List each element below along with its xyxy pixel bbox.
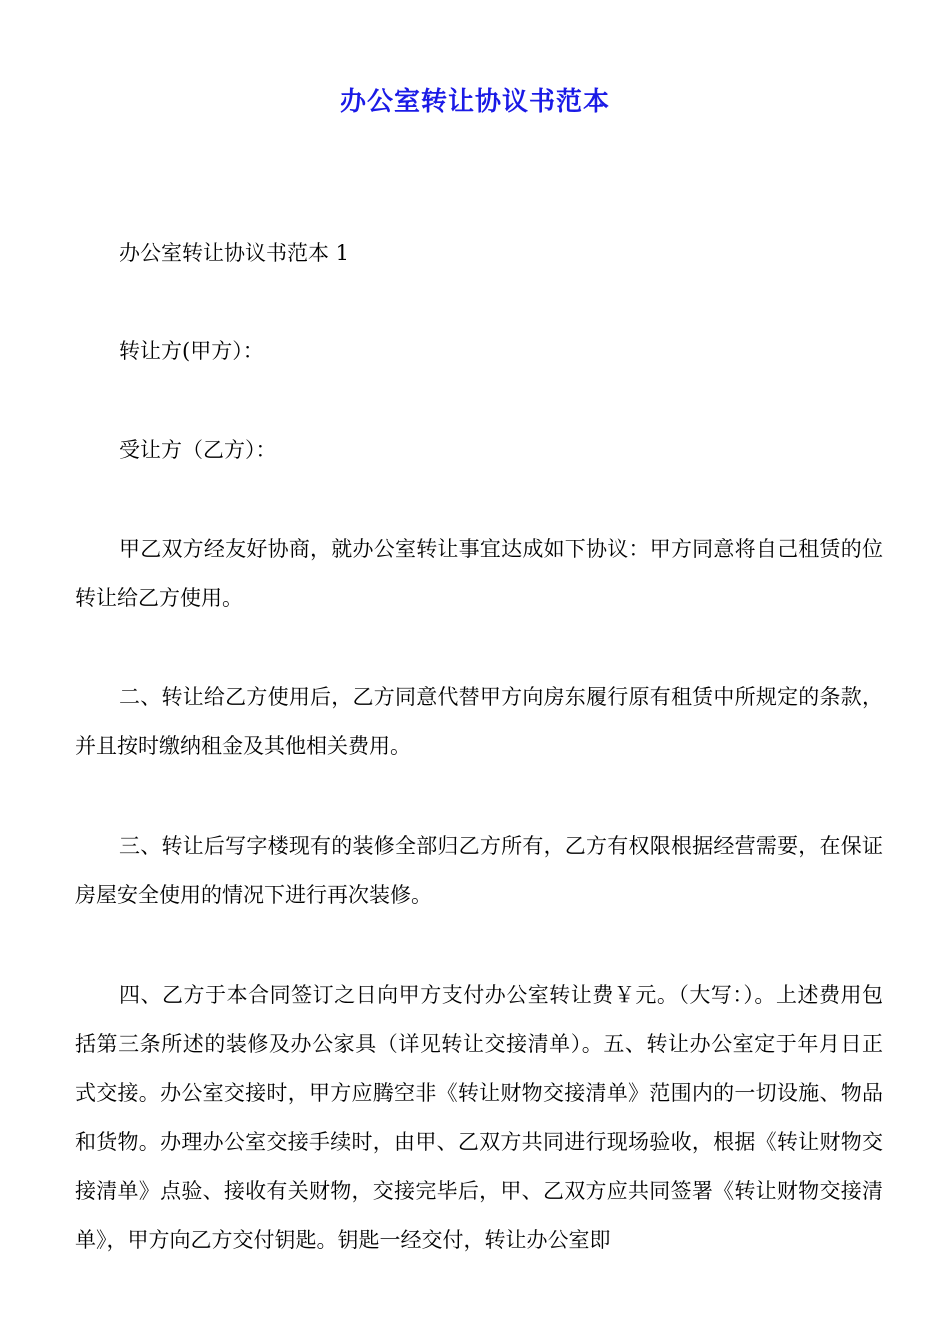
paragraph-clause-2: 二、转让给乙方使用后，乙方同意代替甲方向房东履行原有租赁中所规定的条款，并且按时缴纳租金及其他相关费用。 (75, 685, 883, 758)
paragraph-clause-3: 三、转让后写字楼现有的装修全部归乙方所有，乙方有权限根据经营需要，在保证房屋安全使用的情况下进行再次装修。 (75, 834, 883, 907)
document-title: 办公室转让协议书范本 (339, 87, 610, 117)
paragraph-agreement-intro: 甲乙双方经友好协商，就办公室转让事宜达成如下协议：甲方同意将自己租赁的位转让给乙方使用。 (75, 537, 883, 610)
paragraph-transferor: 转让方(甲方）： (119, 339, 264, 363)
paragraph-heading: 办公室转让协议书范本 1 (119, 241, 350, 265)
paragraph-transferee: 受让方（乙方）： (119, 438, 277, 462)
paragraph-clause-4-5: 四、乙方于本合同签订之日向甲方支付办公室转让费￥元。（大写：）。上述费用包括第三条所述的装修及办公家具（详见转让交接清单）。五、转让办公室定于年月日正式交接。办公室交接时，甲方应腾空非《转让财物交接清单》范围内的一切设施、物品和货物。办理办公室交接手续时，由甲、乙双方共同进行现场验收，根据《转让财物交接清单》点验、接收有关财物，交接完毕后，甲、乙双方应共同签署《转让财物交接清单》，甲方向乙方交付钥匙。钥匙一经交付，转让办公室即 (75, 983, 883, 1252)
